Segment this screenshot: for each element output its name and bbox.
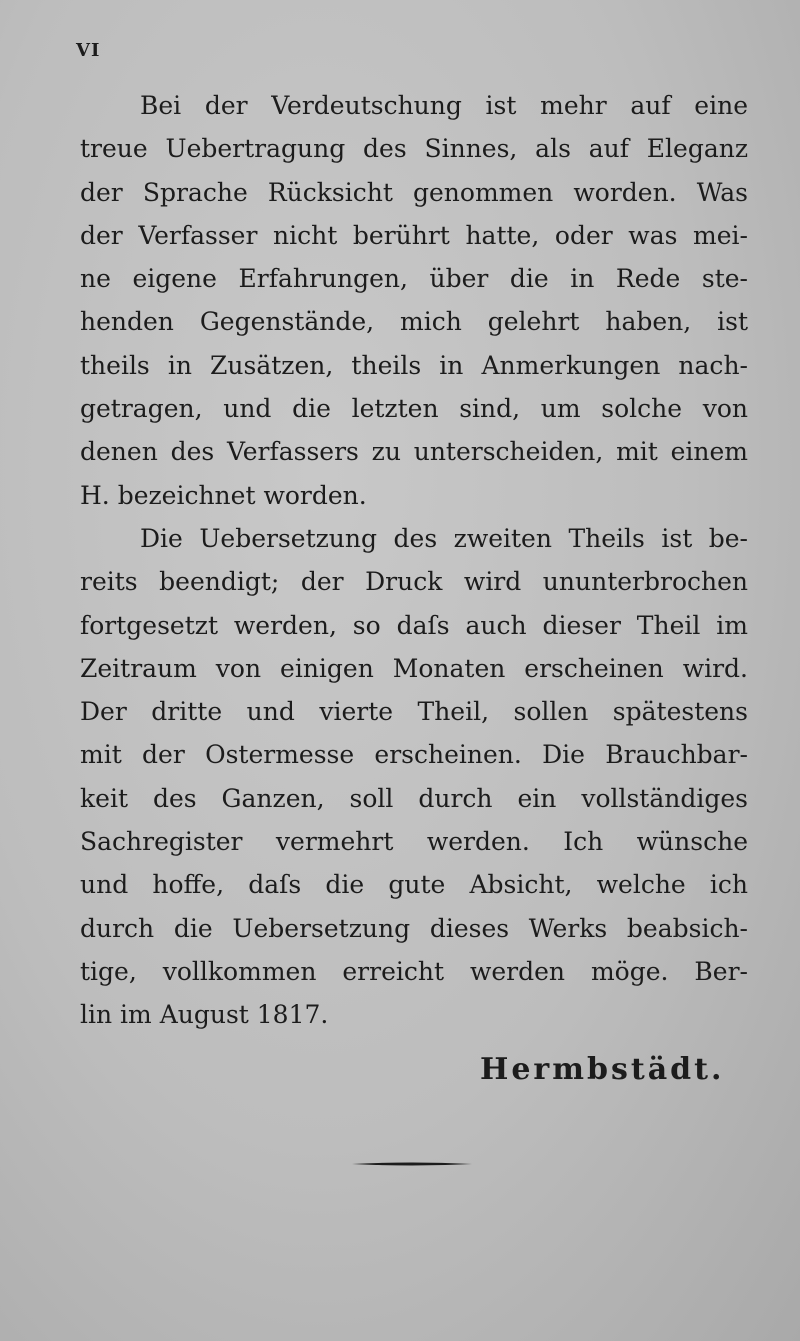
paragraph-1-line-3: der Sprache Rücksicht genommen worden. Was: [80, 177, 748, 207]
paragraph-1-line-6: henden Gegenstände, mich gelehrt haben, ist: [80, 307, 748, 337]
paragraph-2-line-6: mit der Ostermesse erscheinen. Die Brauchbar-: [80, 740, 748, 770]
paragraph-2-line-8: Sachregister vermehrt werden. Ich wünsche: [80, 827, 748, 857]
paragraph-2-line-1: Die Uebersetzung des zweiten Theils ist be-: [140, 523, 748, 553]
paragraph-2-line-7: keit des Ganzen, soll durch ein vollständiges: [80, 783, 748, 813]
paragraph-1-line-7: theils in Zusätzen, theils in Anmerkungen nach-: [80, 350, 748, 380]
paragraph-1-line-4: der Verfasser nicht berührt hatte, oder was mei-: [80, 220, 748, 250]
paragraph-2-line-4: Zeitraum von einigen Monaten erscheinen wird.: [80, 653, 748, 683]
paragraph-2-line-3: fortgesetzt werden, so daſs auch dieser Theil im: [80, 610, 748, 640]
author-signature: Hermbstädt.: [480, 1052, 725, 1087]
body-text: [80, 84, 748, 1037]
page-number: VI: [76, 40, 101, 61]
paragraph-1-line-10: H. bezeichnet worden.: [80, 480, 367, 510]
paragraph-1-line-9: denen des Verfassers zu unterscheiden, mit einem: [80, 437, 748, 467]
paragraph-1-line-1: Bei der Verdeutschung ist mehr auf eine: [140, 91, 748, 120]
decorative-rule: [352, 1161, 472, 1167]
paragraph-2-line-12: lin im August 1817.: [80, 1000, 329, 1030]
paragraph-2-line-11: tige, vollkommen erreicht werden möge. Ber-: [80, 956, 748, 986]
paragraph-2-line-2: reits beendigt; der Druck wird ununterbrochen: [80, 567, 748, 597]
paragraph-1-line-5: ne eigene Erfahrungen, über die in Rede ste-: [80, 264, 748, 294]
paragraph-2-line-10: durch die Uebersetzung dieses Werks beabsich-: [80, 913, 748, 943]
paragraph-2-line-5: Der dritte und vierte Theil, sollen spätestens: [80, 697, 748, 727]
paragraph-1-line-8: getragen, und die letzten sind, um solche von: [80, 394, 748, 424]
paragraph-2-line-9: und hoffe, daſs die gute Absicht, welche ich: [80, 870, 748, 900]
paragraph-1-line-2: treue Uebertragung des Sinnes, als auf Eleganz: [80, 134, 748, 164]
